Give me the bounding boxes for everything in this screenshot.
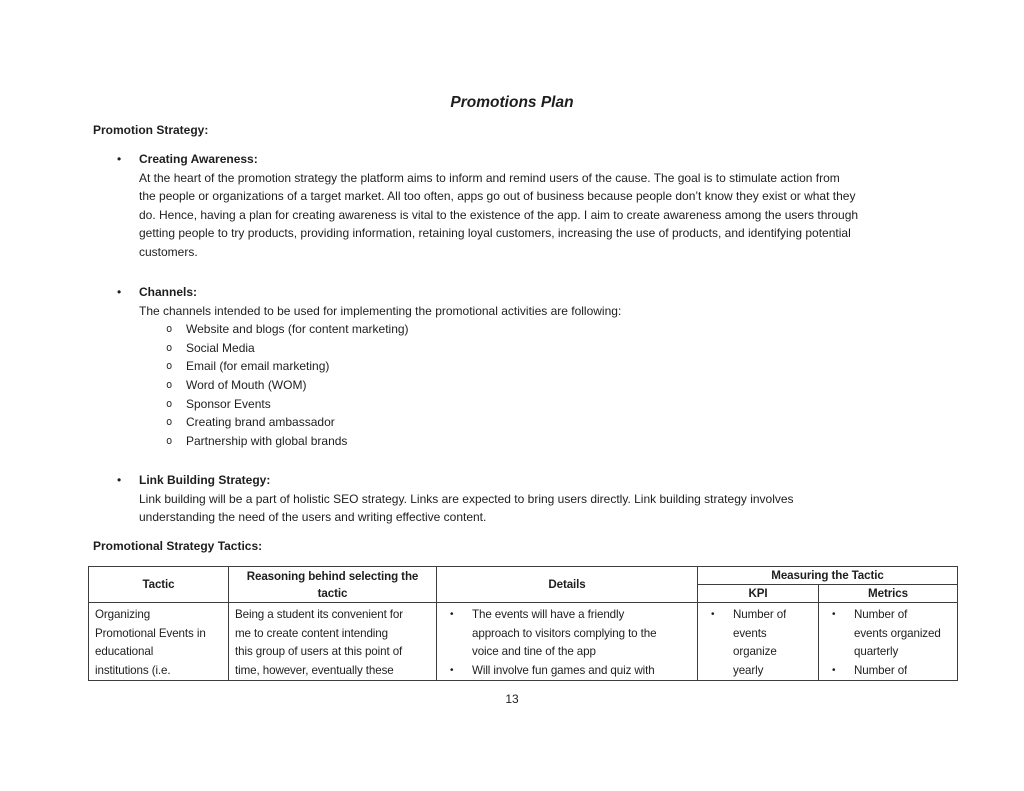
details-bullet-text xyxy=(472,662,655,681)
cell-text-line: The events will have a friendly xyxy=(472,608,625,621)
bullet-row xyxy=(88,150,968,169)
circle-bullet-icon: o xyxy=(166,434,173,447)
channel-item xyxy=(166,320,968,339)
link-building-paragraph xyxy=(139,490,968,527)
document-title: Promotions Plan xyxy=(450,94,574,111)
col-header-metrics: Metrics xyxy=(819,585,958,603)
cell-text-line: approach to visitors complying to the xyxy=(472,626,657,640)
channel-item xyxy=(166,432,968,451)
cell-text-line: Will involve fun games and quiz with xyxy=(472,663,655,677)
kpi-bullet-text xyxy=(733,606,786,680)
kpi-bullet-item xyxy=(704,606,816,680)
bullet-row xyxy=(88,283,968,302)
cell-text-line: Promotional Events in xyxy=(95,626,206,640)
metrics-bullet-item xyxy=(825,606,955,662)
circle-bullet-icon: o xyxy=(166,416,173,429)
page-number: 13 xyxy=(505,692,519,706)
creating-awareness-paragraph xyxy=(139,169,968,262)
col-header-kpi: KPI xyxy=(698,585,819,603)
channel-item xyxy=(166,339,968,358)
cell-metrics xyxy=(819,603,958,681)
circle-bullet-icon: o xyxy=(166,360,173,373)
cell-text-line: Being a student its convenient for xyxy=(235,608,404,621)
channel-item-label: Creating brand ambassador xyxy=(186,415,335,430)
paragraph-line: understanding the need of the users and writing effective content. xyxy=(139,510,487,525)
section-channels xyxy=(88,283,968,450)
col-header-details: Details xyxy=(437,567,698,603)
heading-promotion-strategy: Promotion Strategy: xyxy=(93,123,209,137)
cell-text-line: quarterly xyxy=(854,645,899,658)
channel-item-label: Word of Mouth (WOM) xyxy=(186,377,307,392)
paragraph-line: the people or organizations of a target market. All too often, apps go out of business because people don’t know they exist or what they xyxy=(139,189,856,204)
cell-text-line: time, however, eventually these xyxy=(235,663,394,677)
channels-list xyxy=(166,320,968,450)
details-bullet-item xyxy=(443,662,695,681)
bullet-label-link-building: Link Building Strategy: xyxy=(139,473,271,487)
table-row xyxy=(89,603,958,681)
paragraph-line: customers. xyxy=(139,244,198,259)
paragraph-line: do. Hence, having a plan for creating awareness is vital to the existence of the app. I aim to create awareness among the users through xyxy=(139,207,859,222)
cell-text-line: yearly xyxy=(733,663,764,677)
bullet-icon: • xyxy=(117,473,122,487)
paragraph-line: Link building will be a part of holistic SEO strategy. Links are expected to bring users directly. Link building strategy involves xyxy=(139,491,794,506)
channel-item-label: Sponsor Events xyxy=(186,396,271,411)
metrics-bullet-text xyxy=(854,606,941,662)
cell-text-line: me to create content intending xyxy=(235,626,388,640)
details-bullet-item xyxy=(443,606,695,662)
cell-text-line: events organized xyxy=(854,626,941,640)
col-header-measuring: Measuring the Tactic xyxy=(698,567,958,585)
cell-kpi xyxy=(698,603,819,681)
col-header-reasoning xyxy=(229,567,437,603)
bullet-label-creating-awareness: Creating Awareness: xyxy=(139,152,258,166)
cell-text-line: voice and tine of the app xyxy=(472,645,596,658)
col-header-tactic: Tactic xyxy=(89,567,229,603)
paragraph-line: The channels intended to be used for implementing the promotional activities are following: xyxy=(139,303,622,318)
metrics-bullet-text xyxy=(854,662,907,681)
bullet-icon: • xyxy=(450,664,454,676)
col-header-reasoning-line: Reasoning behind selecting the xyxy=(246,569,419,583)
bullet-icon: • xyxy=(832,664,836,676)
cell-reasoning xyxy=(229,603,437,681)
cell-text-line: events xyxy=(733,626,767,640)
tactics-table-header xyxy=(89,567,958,603)
bullet-icon: • xyxy=(117,285,122,299)
bullet-label-channels: Channels: xyxy=(139,285,198,299)
circle-bullet-icon: o xyxy=(166,341,173,354)
cell-tactic xyxy=(89,603,229,681)
circle-bullet-icon: o xyxy=(166,397,173,410)
cell-text-line: Number of xyxy=(854,663,908,677)
cell-details xyxy=(437,603,698,681)
cell-text-line: Number of xyxy=(733,608,787,621)
circle-bullet-icon: o xyxy=(166,323,173,336)
heading-promotional-strategy-tactics: Promotional Strategy Tactics: xyxy=(93,539,263,553)
cell-text-line: institutions (i.e. xyxy=(95,663,171,677)
channel-item-label: Partnership with global brands xyxy=(186,433,348,448)
bullet-icon: • xyxy=(832,609,836,620)
channel-item-label: Website and blogs (for content marketing) xyxy=(186,322,409,337)
section-link-building xyxy=(88,471,968,527)
cell-text-line: this group of users at this point of xyxy=(235,645,403,658)
bullet-icon: • xyxy=(450,609,454,620)
bullet-row xyxy=(88,471,968,490)
cell-text-line: organize xyxy=(733,645,777,658)
channels-intro xyxy=(139,302,968,321)
cell-text-line: Organizing xyxy=(95,608,151,621)
details-bullet-text xyxy=(472,606,656,662)
cell-text-line: educational xyxy=(95,645,154,658)
channel-item-label: Social Media xyxy=(186,340,255,355)
channel-item xyxy=(166,357,968,376)
paragraph-line: At the heart of the promotion strategy the platform aims to inform and remind users of the cause. The goal is to stimulate action from xyxy=(139,170,840,185)
channel-item xyxy=(166,413,968,432)
bullet-icon: • xyxy=(711,609,715,620)
circle-bullet-icon: o xyxy=(166,378,173,391)
channel-item xyxy=(166,376,968,395)
channel-item xyxy=(166,395,968,414)
section-creating-awareness xyxy=(88,150,968,262)
bullet-icon: • xyxy=(117,152,122,166)
channel-item-label: Email (for email marketing) xyxy=(186,359,330,374)
metrics-bullet-item xyxy=(825,662,955,681)
col-header-reasoning-line: tactic xyxy=(317,586,348,600)
paragraph-line: getting people to try products, providing information, retaining loyal customers, increasing the use of products, and identifying potential xyxy=(139,226,851,241)
cell-text-line: Number of xyxy=(854,608,908,621)
tactics-table xyxy=(88,566,958,681)
